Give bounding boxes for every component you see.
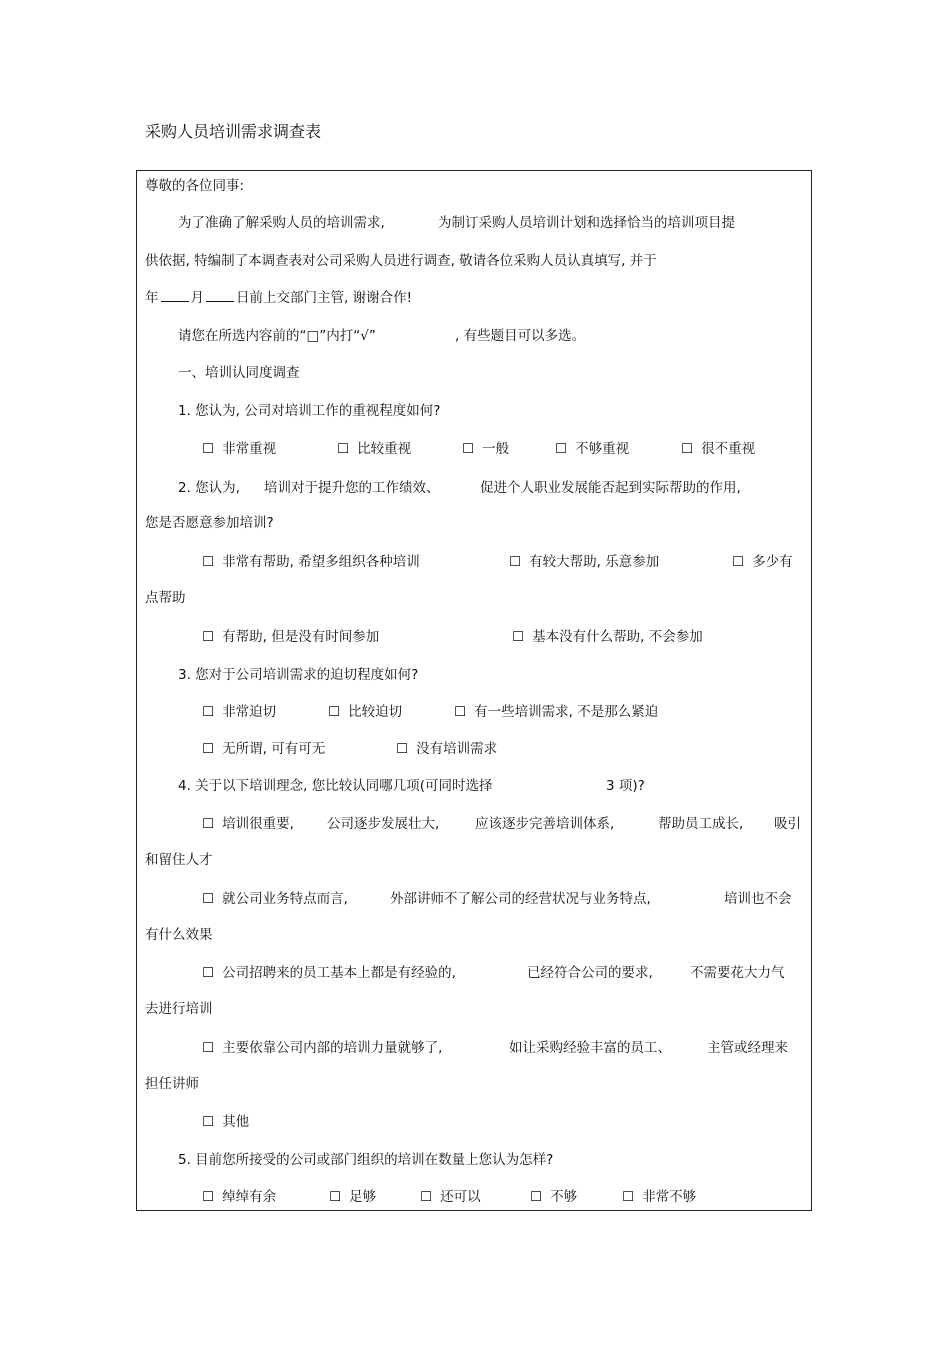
- checkbox-icon[interactable]: ☐: [202, 554, 215, 570]
- option-label: 很不重视: [701, 441, 756, 457]
- option-label: 培训很重要,: [222, 816, 294, 832]
- checkbox-icon[interactable]: ☐: [732, 554, 745, 570]
- option-label: 不够: [550, 1189, 578, 1205]
- option-text: 不需要花大力气: [690, 965, 785, 981]
- option-text: 主管或经理来: [707, 1040, 788, 1056]
- q1-option[interactable]: [555, 440, 629, 458]
- option-text: 已经符合公司的要求,: [527, 965, 653, 981]
- q4-option-4[interactable]: [202, 1039, 442, 1057]
- checkbox-icon[interactable]: ☐: [202, 816, 215, 832]
- option-label: 非常迫切: [222, 704, 277, 720]
- checkbox-icon[interactable]: ☐: [202, 1114, 215, 1130]
- q1-option[interactable]: [681, 440, 755, 458]
- intro-line1a: 为了准确了解采购人员的培训需求,: [178, 215, 385, 231]
- option-label: 一般: [482, 441, 510, 457]
- q5-option[interactable]: [329, 1188, 376, 1206]
- q5-text: 5. 目前您所接受的公司或部门组织的培训在数量上您认为怎样?: [178, 1152, 554, 1168]
- q4-option-2[interactable]: [202, 890, 348, 908]
- q1-text: 1. 您认为, 公司对培训工作的重视程度如何?: [178, 403, 441, 419]
- checkbox-icon[interactable]: ☐: [202, 1189, 215, 1205]
- checkbox-icon[interactable]: ☐: [530, 1189, 543, 1205]
- q3-option[interactable]: [454, 703, 658, 721]
- intro-line3: [145, 289, 412, 307]
- greeting: 尊敬的各位同事:: [145, 178, 245, 194]
- checkbox-icon[interactable]: ☐: [555, 441, 568, 457]
- q5-option[interactable]: [420, 1188, 481, 1206]
- checkbox-icon[interactable]: ☐: [202, 441, 215, 457]
- month-label: 月: [190, 290, 204, 306]
- checkbox-icon[interactable]: ☐: [681, 441, 694, 457]
- q3-option[interactable]: [202, 703, 276, 721]
- checkbox-icon[interactable]: ☐: [396, 741, 409, 757]
- q4-text-a: 4. 关于以下培训理念, 您比较认同哪几项(可同时选择: [178, 778, 493, 794]
- month-blank[interactable]: [161, 289, 189, 302]
- option-text: 帮助员工成长,: [658, 816, 744, 832]
- option-text-cont: 担任讲师: [145, 1076, 199, 1092]
- q2-text-b: 培训对于提升您的工作绩效、: [264, 480, 440, 496]
- q3-option[interactable]: [202, 740, 325, 758]
- option-text: 应该逐步完善培训体系,: [475, 816, 615, 832]
- instruction-a: 请您在所选内容前的“□”内打“√”: [178, 328, 376, 344]
- option-label: 公司招聘来的员工基本上都是有经验的,: [222, 965, 456, 981]
- checkbox-icon[interactable]: ☐: [328, 704, 341, 720]
- q4-option-1[interactable]: [202, 815, 294, 833]
- option-label: 足够: [349, 1189, 377, 1205]
- intro-line1b: 为制订采购人员培训计划和选择恰当的培训项目提: [438, 215, 735, 231]
- q3-text: 3. 您对于公司培训需求的迫切程度如何?: [178, 667, 419, 683]
- option-label: 多少有: [752, 554, 793, 570]
- checkbox-icon[interactable]: ☐: [509, 554, 522, 570]
- q3-option[interactable]: [396, 740, 497, 758]
- q1-option[interactable]: [337, 440, 411, 458]
- option-label: 没有培训需求: [416, 741, 498, 757]
- q1-option[interactable]: [202, 440, 276, 458]
- q4-text-b: 3 项)?: [606, 778, 645, 794]
- q1-option[interactable]: [462, 440, 509, 458]
- option-label: 基本没有什么帮助, 不会参加: [532, 629, 703, 645]
- checkbox-icon[interactable]: ☐: [202, 741, 215, 757]
- checkbox-icon[interactable]: ☐: [202, 629, 215, 645]
- option-label: 就公司业务特点而言,: [222, 891, 348, 907]
- checkbox-icon[interactable]: ☐: [420, 1189, 433, 1205]
- option-text-cont: 去进行培训: [145, 1001, 213, 1017]
- q2-option[interactable]: [202, 628, 379, 646]
- section-heading: 一、培训认同度调查: [178, 365, 300, 381]
- q2-text2: 您是否愿意参加培训?: [145, 515, 274, 531]
- option-label: 非常重视: [222, 441, 277, 457]
- option-label: 有一些培训需求, 不是那么紧迫: [474, 704, 659, 720]
- option-label: 绰绰有余: [222, 1189, 277, 1205]
- option-text: 外部讲师不了解公司的经营状况与业务特点,: [390, 891, 651, 907]
- q3-option[interactable]: [328, 703, 402, 721]
- q2-opt3-cont: 点帮助: [145, 590, 186, 606]
- checkbox-icon[interactable]: ☐: [462, 441, 475, 457]
- checkbox-icon[interactable]: ☐: [202, 891, 215, 907]
- deadline-text: 日前上交部门主管, 谢谢合作!: [236, 290, 412, 306]
- option-label: 比较重视: [357, 441, 412, 457]
- document-title: 采购人员培训需求调查表: [145, 122, 322, 141]
- option-text: 如让采购经验丰富的员工、: [509, 1040, 671, 1056]
- intro-line2: 供依据, 特编制了本调查表对公司采购人员进行调查, 敬请各位采购人员认真填写, 并于: [145, 253, 657, 269]
- year-label: 年: [145, 290, 159, 306]
- day-blank[interactable]: [206, 289, 234, 302]
- q2-option[interactable]: [732, 553, 793, 571]
- checkbox-icon[interactable]: ☐: [202, 704, 215, 720]
- q4-option-3[interactable]: [202, 964, 456, 982]
- option-label: 比较迫切: [348, 704, 403, 720]
- option-text: 培训也不会: [724, 891, 792, 907]
- checkbox-icon[interactable]: ☐: [202, 1040, 215, 1056]
- q2-option[interactable]: [202, 553, 420, 571]
- option-label: 还可以: [440, 1189, 481, 1205]
- option-label: 其他: [222, 1114, 250, 1130]
- option-text-cont: 和留住人才: [145, 852, 213, 868]
- q5-option[interactable]: [530, 1188, 577, 1206]
- checkbox-icon[interactable]: ☐: [337, 441, 350, 457]
- option-label: 非常不够: [642, 1189, 697, 1205]
- checkbox-icon[interactable]: ☐: [202, 965, 215, 981]
- option-label: 有较大帮助, 乐意参加: [529, 554, 660, 570]
- option-label: 无所谓, 可有可无: [222, 741, 326, 757]
- option-label: 非常有帮助, 希望多组织各种培训: [222, 554, 420, 570]
- q5-option[interactable]: [202, 1188, 276, 1206]
- q5-option[interactable]: [622, 1188, 696, 1206]
- option-label: 主要依靠公司内部的培训力量就够了,: [222, 1040, 443, 1056]
- q2-option[interactable]: [512, 628, 703, 646]
- option-label: 不够重视: [575, 441, 630, 457]
- checkbox-icon[interactable]: ☐: [622, 1189, 635, 1205]
- q2-option[interactable]: [509, 553, 659, 571]
- option-text: 吸引: [774, 816, 801, 832]
- checkbox-icon[interactable]: ☐: [329, 1189, 342, 1205]
- q2-text-a: 2. 您认为,: [178, 480, 240, 496]
- option-label: 有帮助, 但是没有时间参加: [222, 629, 380, 645]
- q4-option-5[interactable]: [202, 1113, 249, 1131]
- checkbox-icon[interactable]: ☐: [512, 629, 525, 645]
- option-text: 公司逐步发展壮大,: [327, 816, 440, 832]
- q2-text-c: 促进个人职业发展能否起到实际帮助的作用,: [480, 480, 741, 496]
- checkbox-icon[interactable]: ☐: [454, 704, 467, 720]
- instruction-b: , 有些题目可以多选。: [455, 328, 586, 344]
- option-text-cont: 有什么效果: [145, 927, 213, 943]
